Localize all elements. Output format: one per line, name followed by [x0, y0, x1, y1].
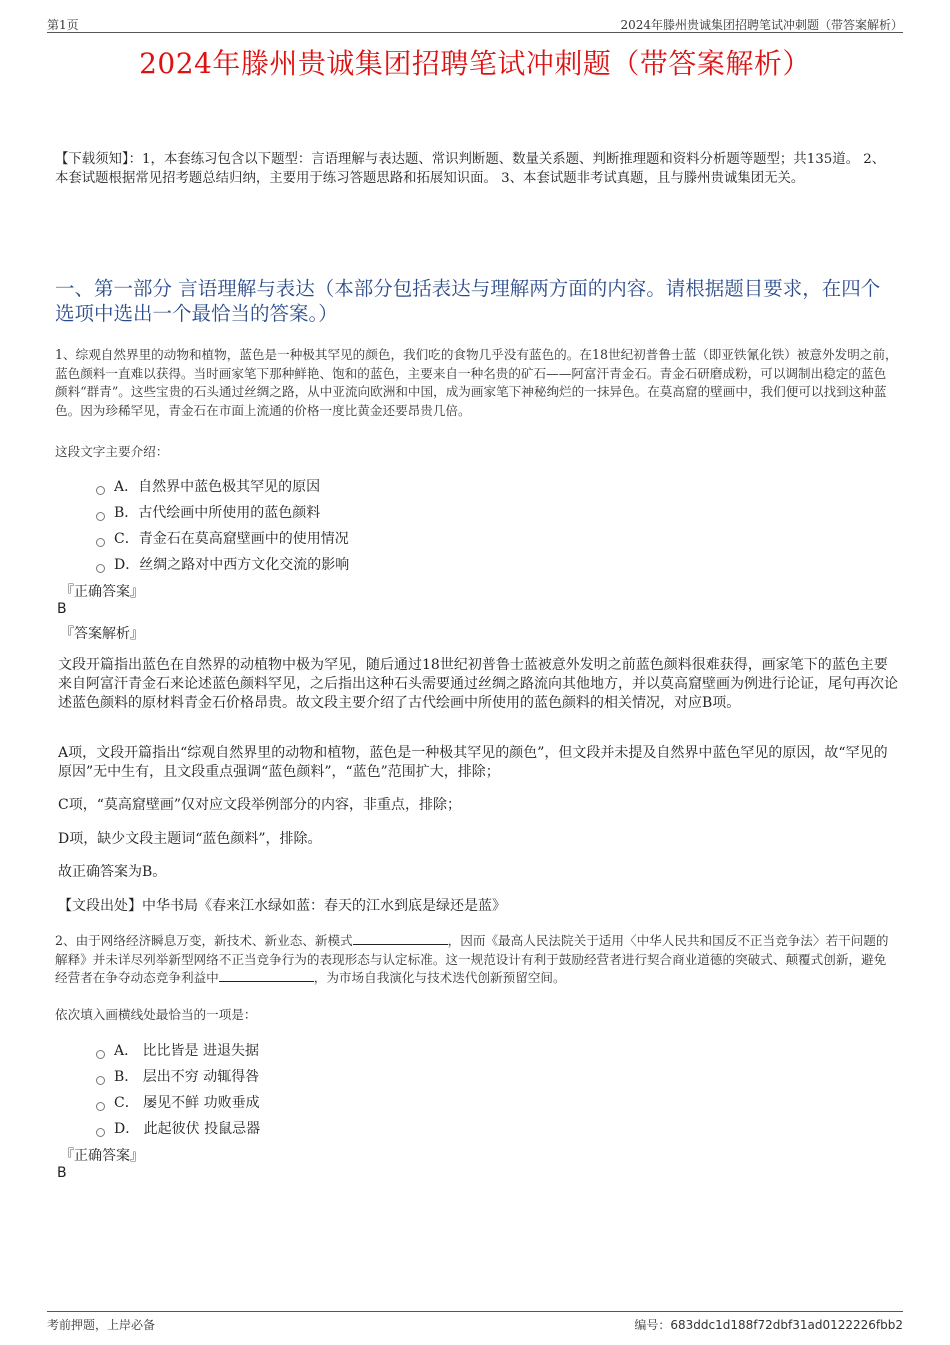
analysis-paragraph: 文段开篇指出蓝色在自然界的动植物中极为罕见，随后通过18世纪初普鲁士蓝被意外发明之前蓝色颜料很难获得，画家笔下的蓝色主要来自阿富汗青金石来论述蓝色颜料罕见，之后指出这种石头需要通过丝绸之路流向其他地方，并以莫高窟壁画为例进行论证，尾句再次论述蓝色颜料的原材料青金石价格昂贵。故文段主要介绍了古代绘画中所使用的蓝色颜料的相关情况，对应B项。: [58, 657, 898, 711]
section-heading: 一、第一部分 言语理解与表达（本部分包括表达与理解两方面的内容。请根据题目要求，在四个选项中选出一个最恰当的答案。）: [55, 277, 881, 325]
option-b[interactable]: [96, 499, 349, 525]
option-label: B． 层出不穷 动辄得咎: [114, 1069, 260, 1085]
page-footer: [47, 1311, 903, 1332]
question-2-passage: [55, 932, 898, 988]
option-label: D． 此起彼伏 投鼠忌器: [114, 1121, 261, 1137]
radio-icon[interactable]: [96, 564, 105, 573]
radio-icon[interactable]: [96, 486, 105, 495]
option-c[interactable]: [96, 1089, 260, 1115]
question-1-passage: 1、综观自然界里的动物和植物，蓝色是一种极其罕见的颜色，我们吃的食物几乎没有蓝色的。在18世纪初普鲁士蓝（即亚铁氰化铁）被意外发明之前，蓝色颜料一直难以获得。当时画家笔下那种鲜艳、饱和的蓝色，主要来自一种名贵的矿石——阿富汗青金石。青金石研磨成粉，可以调制出稳定的蓝色颜料“群青”。这些宝贵的石头通过丝绸之路，从中亚流向欧洲和中国，成为画家笔下神秘绚烂的一抹异色。在莫高窟的壁画中，我们便可以找到这种蓝色。因为珍稀罕见，青金石在市面上流通的价格一度比黄金还要昂贵几倍。: [55, 347, 898, 418]
radio-icon[interactable]: [96, 1128, 105, 1137]
document-title: 2024年滕州贵诚集团招聘笔试冲刺题（带答案解析）: [139, 47, 811, 80]
radio-icon[interactable]: [96, 512, 105, 521]
analysis-paragraph: C项，“莫高窟壁画”仅对应文段举例部分的内容，非重点，排除；: [58, 797, 462, 813]
option-d[interactable]: [96, 551, 349, 577]
option-a[interactable]: [96, 1037, 260, 1063]
question-1-options: [96, 473, 349, 577]
option-c[interactable]: [96, 525, 349, 551]
source-citation: 【文段出处】中华书局《春来江水绿如蓝：春天的江水到底是绿还是蓝》: [58, 898, 506, 914]
page-header: [47, 14, 903, 33]
analysis-label: 『答案解析』: [60, 626, 144, 642]
passage-text: ，因而《最高人民法院关于适用〈中华人民共和国反不正当竞争法〉若干问题的解释》并未详尽列举新型网络不正当竞争行为的表现形态与认定标准。这一规范设计有利于鼓励经营者进行契合商业道德的突破式、颠覆式创新，避免经营者在争夺动态竞争利益中: [55, 933, 889, 985]
analysis-paragraph: 故正确答案为B。: [58, 864, 167, 880]
option-label: C．青金石在莫高窟壁画中的使用情况: [114, 531, 349, 547]
option-label: D．丝绸之路对中西方文化交流的影响: [114, 557, 350, 573]
correct-answer-label: 『正确答案』: [60, 584, 144, 600]
code-value: 683ddc1d188f72dbf31ad0122226fbb2: [670, 1318, 903, 1332]
option-label: A． 比比皆是 进退失据: [114, 1043, 260, 1059]
footer-slogan: 考前押题，上岸必备: [47, 1318, 156, 1332]
radio-icon[interactable]: [96, 1102, 105, 1111]
analysis-paragraph: A项，文段开篇指出“综观自然界里的动物和植物，蓝色是一种极其罕见的颜色”，但文段并未提及自然界中蓝色罕见的原因，故“罕见的原因”无中生有，且文段重点强调“蓝色颜料”，“蓝色”范围扩大，排除；: [58, 745, 888, 780]
question-2-options: [96, 1037, 260, 1141]
correct-answer: B: [57, 1165, 67, 1181]
question-1-prompt: 这段文字主要介绍：: [55, 444, 169, 459]
page-number: 第1页: [47, 18, 79, 32]
download-notice: 【下载须知】：1，本套练习包含以下题型：言语理解与表达题、常识判断题、数量关系题、判断推理题和资料分析题等题型；共135道。 2、本套试题根据常见招考题总结归纳，主要用于练习答题思路和拓展知识面。 3、本套试题非考试真题，且与滕州贵诚集团无关。: [55, 152, 886, 186]
code-label: 编号：: [634, 1318, 671, 1332]
document-code: [634, 1316, 903, 1333]
option-label: C． 屡见不鲜 功败垂成: [114, 1095, 260, 1111]
option-a[interactable]: [96, 473, 349, 499]
option-d[interactable]: [96, 1115, 260, 1141]
passage-text: 2、由于网络经济瞬息万变，新技术、新业态、新模式: [55, 933, 353, 948]
option-b[interactable]: [96, 1063, 260, 1089]
question-2-prompt: 依次填入画横线处最恰当的一项是：: [55, 1007, 257, 1022]
radio-icon[interactable]: [96, 1076, 105, 1085]
correct-answer: B: [57, 601, 67, 617]
analysis-paragraph: D项，缺少文段主题词“蓝色颜料”，排除。: [58, 831, 322, 847]
option-label: A．自然界中蓝色极其罕见的原因: [114, 479, 321, 495]
radio-icon[interactable]: [96, 1050, 105, 1059]
option-label: B．古代绘画中所使用的蓝色颜料: [114, 505, 321, 521]
header-doc-title: 2024年滕州贵诚集团招聘笔试冲刺题（带答案解析）: [620, 18, 903, 32]
correct-answer-label: 『正确答案』: [60, 1148, 144, 1164]
fill-blank: [219, 969, 314, 982]
fill-blank: [353, 932, 448, 945]
radio-icon[interactable]: [96, 538, 105, 547]
passage-text: ，为市场自我演化与技术迭代创新预留空间。: [313, 970, 566, 985]
